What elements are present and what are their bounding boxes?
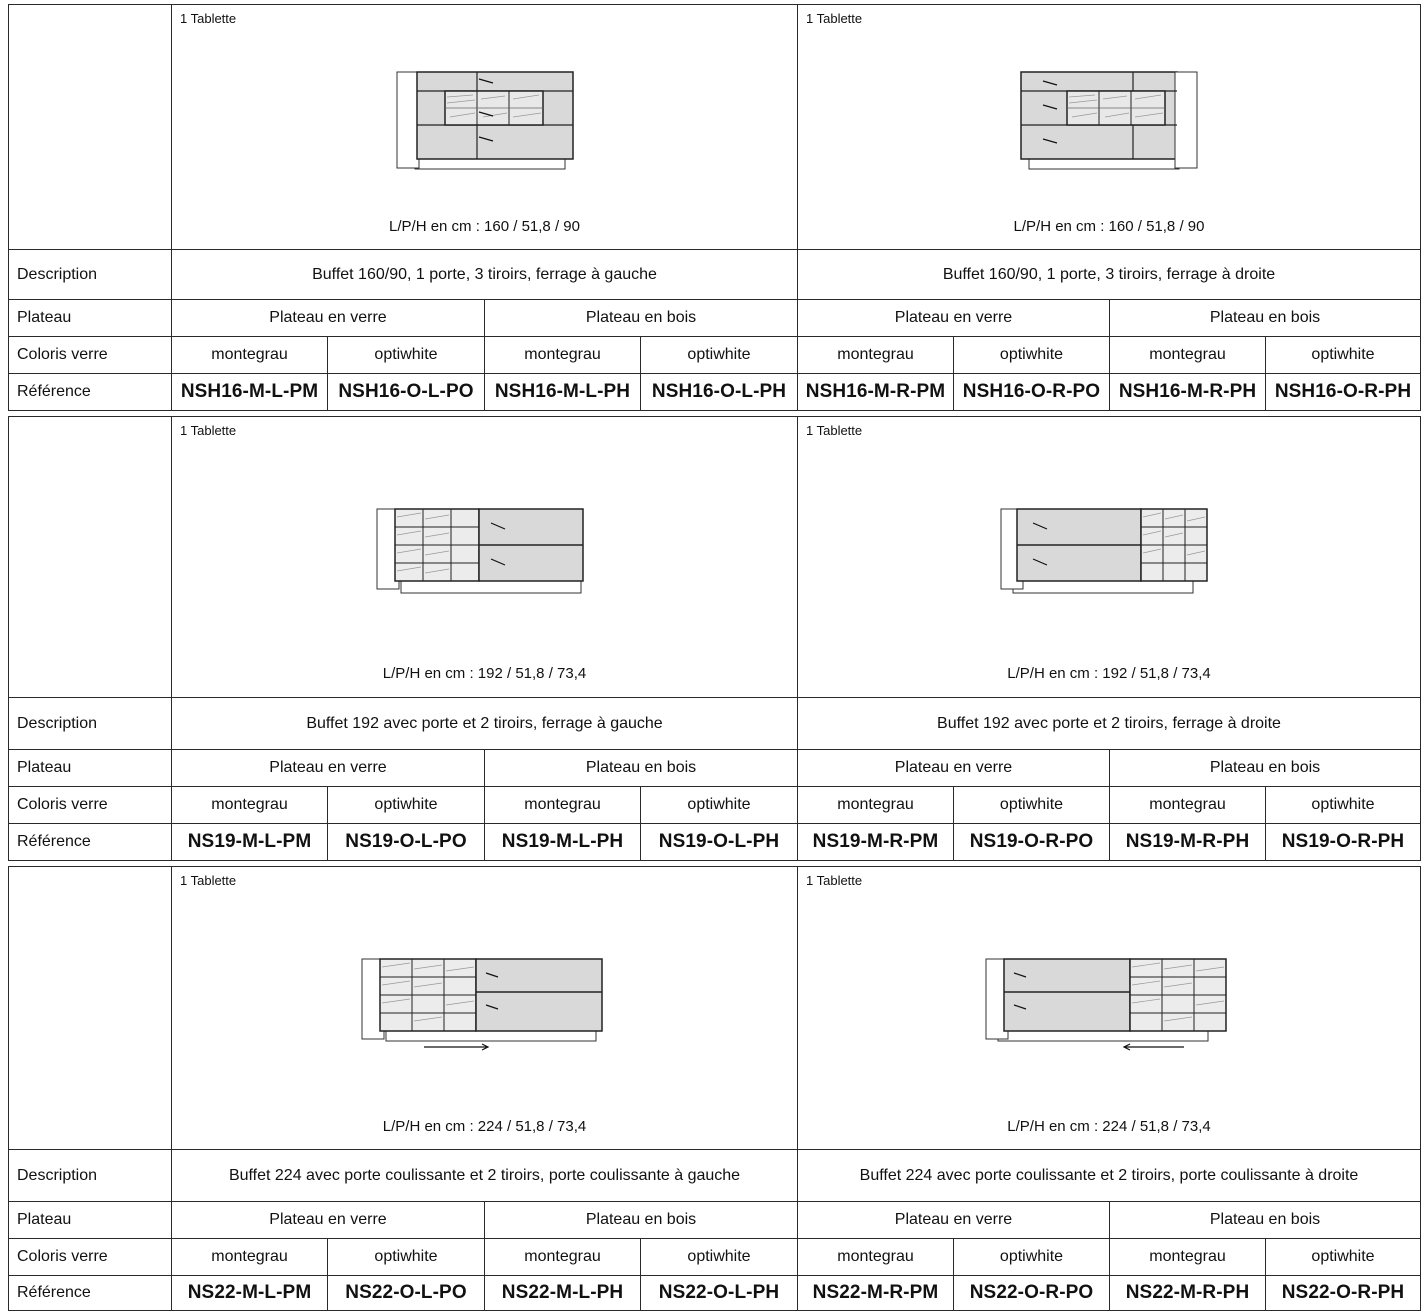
- coloris-cell: montegrau: [172, 787, 328, 824]
- coloris-cell: montegrau: [1110, 1239, 1266, 1276]
- reference-code: NS22-O-R-PH: [1266, 1276, 1421, 1311]
- coloris-cell: optiwhite: [954, 337, 1110, 374]
- reference-code: NSH16-O-L-PH: [641, 374, 798, 411]
- coloris-label: Coloris verre: [9, 337, 172, 374]
- description-label: Description: [9, 698, 172, 750]
- plateau-label: Plateau: [9, 1202, 172, 1239]
- plateau-bois: Plateau en bois: [1110, 1202, 1421, 1239]
- dimensions-label: L/P/H en cm : 160 / 51,8 / 90: [1013, 218, 1205, 235]
- coloris-cell: optiwhite: [641, 787, 798, 824]
- coloris-cell: montegrau: [798, 1239, 954, 1276]
- tablette-note: 1 Tablette: [180, 423, 237, 438]
- coloris-cell: montegrau: [485, 337, 641, 374]
- plateau-verre: Plateau en verre: [798, 300, 1110, 337]
- coloris-cell: montegrau: [485, 1239, 641, 1276]
- plateau-bois: Plateau en bois: [485, 300, 798, 337]
- description-label: Description: [9, 1150, 172, 1202]
- reference-code: NS19-M-L-PH: [485, 824, 641, 861]
- product-block-3: [8, 866, 1420, 1311]
- reference-code: NSH16-M-L-PM: [172, 374, 328, 411]
- description-right: Buffet 224 avec porte coulissante et 2 tiroirs, porte coulissante à droite: [798, 1150, 1421, 1202]
- reference-code: NSH16-M-R-PH: [1110, 374, 1266, 411]
- reference-label: Référence: [9, 824, 172, 861]
- plateau-verre: Plateau en verre: [798, 1202, 1110, 1239]
- plateau-label: Plateau: [9, 300, 172, 337]
- coloris-label: Coloris verre: [9, 1239, 172, 1276]
- reference-code: NS19-O-R-PO: [954, 824, 1110, 861]
- reference-code: NS22-O-R-PO: [954, 1276, 1110, 1311]
- coloris-label: Coloris verre: [9, 787, 172, 824]
- dimensions-label: L/P/H en cm : 224 / 51,8 / 73,4: [1007, 1118, 1211, 1135]
- cabinet-drawing: [984, 955, 1234, 1053]
- reference-code: NS19-M-R-PM: [798, 824, 954, 861]
- coloris-cell: optiwhite: [954, 1239, 1110, 1276]
- description-left: Buffet 160/90, 1 porte, 3 tiroirs, ferrage à gauche: [172, 250, 798, 300]
- reference-code: NS19-O-R-PH: [1266, 824, 1421, 861]
- plateau-bois: Plateau en bois: [1110, 750, 1421, 787]
- empty-label-cell: [9, 867, 172, 1150]
- coloris-cell: optiwhite: [641, 337, 798, 374]
- reference-code: NS22-M-R-PM: [798, 1276, 954, 1311]
- dimensions-label: L/P/H en cm : 224 / 51,8 / 73,4: [382, 1118, 587, 1135]
- plateau-label: Plateau: [9, 750, 172, 787]
- tablette-note: 1 Tablette: [806, 11, 863, 26]
- tablette-note: 1 Tablette: [806, 873, 863, 888]
- reference-code: NS19-M-R-PH: [1110, 824, 1266, 861]
- reference-code: NSH16-O-R-PH: [1266, 374, 1421, 411]
- reference-code: NS22-O-L-PH: [641, 1276, 798, 1311]
- reference-code: NS19-M-L-PM: [172, 824, 328, 861]
- product-image-cell-left: [172, 867, 798, 1150]
- cabinet-drawing: [1019, 69, 1199, 171]
- plateau-bois: Plateau en bois: [1110, 300, 1421, 337]
- description-right: Buffet 192 avec porte et 2 tiroirs, ferrage à droite: [798, 698, 1421, 750]
- plateau-verre: Plateau en verre: [172, 750, 485, 787]
- reference-code: NS19-O-L-PO: [328, 824, 485, 861]
- reference-code: NS22-M-L-PH: [485, 1276, 641, 1311]
- empty-label-cell: [9, 5, 172, 250]
- plateau-verre: Plateau en verre: [172, 300, 485, 337]
- product-image-cell-right: [798, 5, 1421, 250]
- reference-label: Référence: [9, 1276, 172, 1311]
- reference-code: NS22-O-L-PO: [328, 1276, 485, 1311]
- coloris-cell: optiwhite: [954, 787, 1110, 824]
- dimensions-label: L/P/H en cm : 160 / 51,8 / 90: [389, 218, 580, 235]
- coloris-cell: optiwhite: [1266, 787, 1421, 824]
- cabinet-drawing: [395, 69, 575, 171]
- plateau-verre: Plateau en verre: [798, 750, 1110, 787]
- tablette-note: 1 Tablette: [180, 11, 237, 26]
- product-image-cell-left: [172, 417, 798, 698]
- plateau-verre: Plateau en verre: [172, 1202, 485, 1239]
- coloris-cell: montegrau: [1110, 787, 1266, 824]
- tablette-note: 1 Tablette: [806, 423, 863, 438]
- dimensions-label: L/P/H en cm : 192 / 51,8 / 73,4: [382, 665, 587, 682]
- coloris-cell: optiwhite: [328, 1239, 485, 1276]
- reference-label: Référence: [9, 374, 172, 411]
- reference-code: NS22-M-L-PM: [172, 1276, 328, 1311]
- product-image-cell-right: [798, 417, 1421, 698]
- dimensions-label: L/P/H en cm : 192 / 51,8 / 73,4: [1007, 665, 1211, 682]
- description-left: Buffet 192 avec porte et 2 tiroirs, ferrage à gauche: [172, 698, 798, 750]
- coloris-cell: optiwhite: [328, 787, 485, 824]
- product-image-cell-left: [172, 5, 798, 250]
- reference-code: NSH16-M-L-PH: [485, 374, 641, 411]
- coloris-cell: montegrau: [485, 787, 641, 824]
- tablette-note: 1 Tablette: [180, 873, 237, 888]
- coloris-cell: montegrau: [172, 1239, 328, 1276]
- reference-code: NSH16-M-R-PM: [798, 374, 954, 411]
- plateau-bois: Plateau en bois: [485, 750, 798, 787]
- reference-code: NS22-M-R-PH: [1110, 1276, 1266, 1311]
- coloris-cell: montegrau: [798, 337, 954, 374]
- plateau-bois: Plateau en bois: [485, 1202, 798, 1239]
- description-label: Description: [9, 250, 172, 300]
- reference-code: NSH16-O-R-PO: [954, 374, 1110, 411]
- cabinet-drawing: [999, 505, 1219, 597]
- product-image-cell-right: [798, 867, 1421, 1150]
- product-block-2: [8, 416, 1420, 861]
- reference-code: NSH16-O-L-PO: [328, 374, 485, 411]
- coloris-cell: optiwhite: [1266, 1239, 1421, 1276]
- coloris-cell: montegrau: [798, 787, 954, 824]
- coloris-cell: optiwhite: [328, 337, 485, 374]
- reference-code: NS19-O-L-PH: [641, 824, 798, 861]
- empty-label-cell: [9, 417, 172, 698]
- coloris-cell: optiwhite: [1266, 337, 1421, 374]
- description-left: Buffet 224 avec porte coulissante et 2 tiroirs, porte coulissante à gauche: [172, 1150, 798, 1202]
- coloris-cell: optiwhite: [641, 1239, 798, 1276]
- product-block-1: [8, 4, 1420, 411]
- description-right: Buffet 160/90, 1 porte, 3 tiroirs, ferrage à droite: [798, 250, 1421, 300]
- coloris-cell: montegrau: [172, 337, 328, 374]
- coloris-cell: montegrau: [1110, 337, 1266, 374]
- cabinet-drawing: [360, 955, 610, 1053]
- cabinet-drawing: [375, 505, 595, 597]
